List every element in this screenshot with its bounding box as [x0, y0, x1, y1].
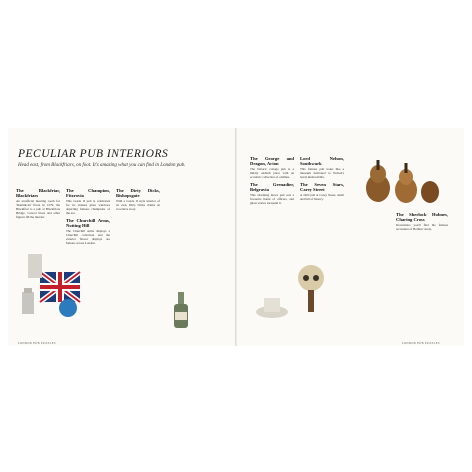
skull-illustration — [292, 262, 330, 314]
entry-heading: The Sherlock Holmes, Charing Cross — [396, 212, 448, 222]
entry-heading: The George and Dragon, Acton — [250, 156, 294, 166]
entry-body: A 1602 pub at Carey Street, small and full of history. — [300, 193, 344, 201]
column-6 — [396, 212, 448, 234]
column-5 — [300, 156, 344, 204]
entry-heading: The Churchill Arms, Notting Hill — [66, 218, 110, 228]
entry-heading: The Grenadier, Belgravia — [250, 182, 294, 192]
entry-heading: Lord Nelson, Southwark — [300, 156, 344, 166]
entry-body: With a Grade II style interior of its own, Dirty Dicks claims an evocative story. — [116, 199, 160, 211]
entry-body: The historic cottage pub is a mildly oddball place with an eccentric collection of oddities. — [250, 167, 294, 179]
entry-body: An unofficial meeting room for 'Dominican' friars in 1279, the Blackfriar is a pub at Blackfriars Bridge. Carved friars and other figures fill the interior. — [16, 199, 60, 219]
page-title: PECULIAR PUB INTERIORS — [18, 148, 169, 160]
entry-heading: The Dirty Dicks, Bishopsgate — [116, 188, 160, 198]
entry-body: This charming mews pub was a favourite haunt of officers, and ghost stories surround it. — [250, 193, 294, 205]
book-gutter — [235, 128, 237, 346]
entry-body: This famous pub looks like a museum dedicated to Nelson's naval memorabilia. — [300, 167, 344, 179]
entry-body: The Churchill Arms displays a Churchill collection and the exterior flower displays are famous across London. — [66, 229, 110, 245]
bottle-illustration — [166, 290, 196, 330]
pub-objects-illustration — [18, 244, 94, 324]
entry-heading: The Champion, Fitzrovia — [66, 188, 110, 198]
entry-heading: The Blackfriar, Blackfriars — [16, 188, 60, 198]
entry-heading: The Seven Stars, Carey Street — [300, 182, 344, 192]
hat-illustration — [254, 290, 290, 320]
column-1 — [16, 188, 60, 222]
column-2 — [66, 188, 110, 248]
violin-illustration — [348, 160, 448, 206]
intro-text: Head east, from Blackfriars, on foot. It's amazing what you can find in London pub. — [18, 163, 186, 168]
entry-body: This Grade II pub is celebrated for its stained glass windows depicting famous champions of the era. — [66, 199, 110, 215]
column-3 — [116, 188, 160, 214]
footer-left: LONDON PUB PUZZLES — [18, 342, 56, 345]
entry-body: Downstairs you'll find the famous recreation of Holmes' study. — [396, 223, 448, 231]
column-4 — [250, 156, 294, 208]
footer-right: LONDON PUB PUZZLES — [402, 342, 440, 345]
